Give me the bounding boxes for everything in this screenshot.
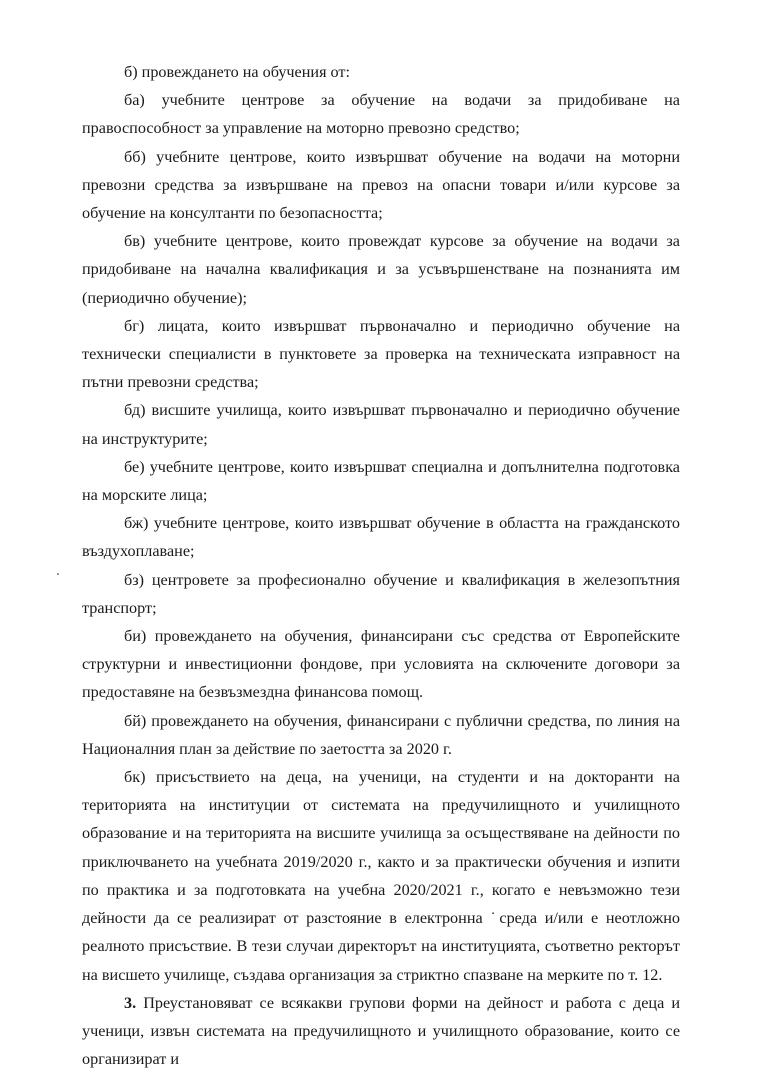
item-3-number: 3.	[124, 993, 137, 1012]
paragraph-bb: бб) учебните центрове, които извършват обучение на водачи на моторни превозни средства за извършване на превоз на опасни товари и/или курсове за обучение на консултанти по безопасността;	[82, 147, 680, 223]
paragraph-bg: бг) лицата, които извършват първоначално и периодично обучение на технически специалисти в пунктовете за проверка на техническата изправност на пътни превозни средства;	[82, 316, 680, 392]
document-page	[82, 58, 680, 1073]
paragraph-bd: бд) висшите училища, които извършват първоначално и периодично обучение на инструктурите;	[82, 401, 680, 448]
scan-speck	[57, 573, 59, 575]
paragraph-bk: бк) присъствието на деца, на ученици, на студенти и на докторанти на територията на институции от системата на предучилищното и училищното образование и на територията на висшите училища за осъществяване на дейности по приключването на учебната 2019/2020 г., както и за практически обучения и изпити по практика и за подготовката на учебна 2020/2021 г., когато е невъзможно тези дейности да се реализират от разстояние в електронна ˙среда и/или е неотложно реалното присъствие. В тези случаи директорът на институцията, съответно ректорът на висшето училище, създава организация за стриктно спазване на мерките по т. 12.	[82, 768, 680, 984]
paragraph-bz: бз) центровете за професионално обучение и квалификация в железопътния транспорт;	[82, 570, 680, 617]
paragraph-ba: ба) учебните центрове за обучение на водачи за придобиване на правоспособност за управление на моторно превозно средство;	[82, 91, 680, 138]
paragraph-bzh: бж) учебните центрове, които извършват обучение в областта на гражданското въздухоплаване;	[82, 514, 680, 561]
paragraph-bi: би) провеждането на обучения, финансирани със средства от Европейските структурни и инвестиционни фондове, при условията на сключените договори за предоставяне на безвъзмездна финансова помощ.	[82, 627, 680, 702]
paragraph-b: б) провеждането на обучения от:	[124, 63, 351, 81]
paragraph-bj: бй) провеждането на обучения, финансирани с публични средства, по линия на Националния план за действие по заетостта за 2020 г.	[82, 711, 680, 758]
paragraph-be: бе) учебните центрове, които извършват специална и допълнителна подготовка на морските лица;	[82, 457, 680, 505]
item-3-text: Преустановяват се всякакви групови форми на дейност и работа с деца и ученици, извън системата на предучилищното и училищното образование, които се организират и	[82, 993, 680, 1069]
paragraph-item-3	[82, 989, 680, 1073]
paragraph-bv: бв) учебните центрове, които провеждат курсове за обучение на водачи за придобиване на начална квалификация и за усъвършенстване на познанията им (периодично обучение);	[82, 232, 680, 307]
